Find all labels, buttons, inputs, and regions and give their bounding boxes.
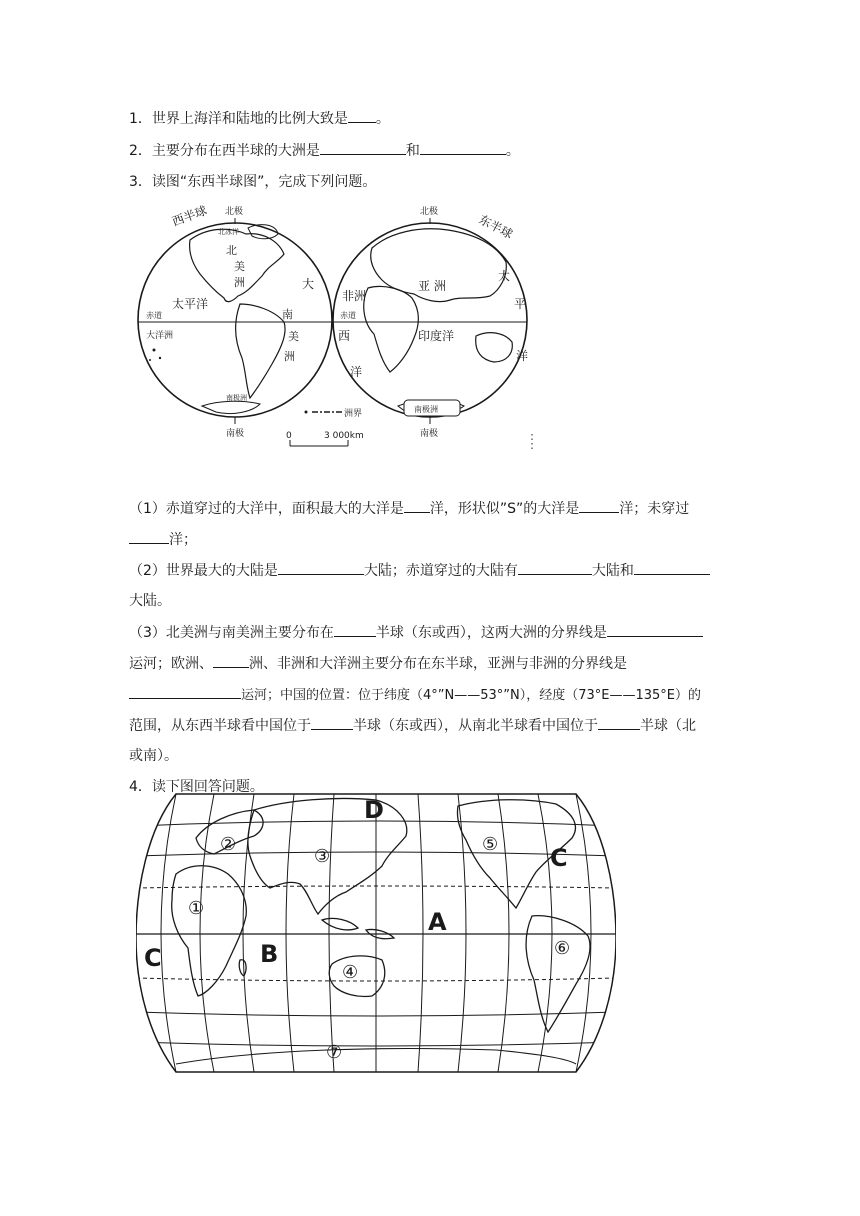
equator-label-east: 赤道: [340, 311, 356, 320]
marker-3: ③: [314, 846, 331, 867]
question-3-1-text-b: 洋，形状似”S”的大洋是: [429, 501, 580, 517]
marker-1: ①: [188, 898, 205, 919]
map-label-a: A: [428, 908, 447, 936]
south-pole-label-west: 南极: [226, 429, 245, 439]
question-2-text: 2．主要分布在西半球的大洲是: [129, 143, 320, 159]
answer-blank[interactable]: [518, 560, 592, 575]
marker-4: ④: [342, 962, 359, 983]
answer-blank[interactable]: [598, 715, 640, 730]
answer-blank[interactable]: [607, 622, 703, 637]
atlantic-char-3: 洋: [350, 365, 363, 379]
question-3-3-text-a: （3）北美洲与南美洲主要分布在: [129, 625, 334, 641]
atlantic-char-2: 西: [338, 329, 351, 343]
question-3-2-line-1: [129, 560, 710, 581]
question-1-text: 1．世界上海洋和陆地的比例大致是: [129, 111, 348, 127]
oceania-label-west: 大洋洲: [146, 331, 174, 341]
question-3-text: 3．读图“东西半球图”，完成下列问题。: [129, 174, 377, 190]
question-2-mid: 和: [405, 143, 420, 159]
map-label-c-right: C: [550, 844, 568, 872]
question-1-end: 。: [375, 111, 390, 127]
answer-blank[interactable]: [634, 560, 710, 575]
question-3-1-line-2: [129, 529, 197, 550]
africa-label: 非洲: [342, 289, 367, 303]
south-america-char-1: 南: [282, 308, 293, 321]
south-america-char-2: 美: [288, 330, 299, 343]
question-3-1-text-c: 洋；未穿过: [619, 501, 690, 517]
question-3-2-text-b: 大陆；赤道穿过的大陆有: [363, 563, 518, 579]
antarctica-label-east: 南极洲: [414, 405, 438, 414]
north-pole-label-east: 北极: [420, 207, 439, 217]
question-3-3-text-e: 运河；中国的位置：位于纬度（4°”N——53°”N），经度（73°E——135°E）的: [241, 688, 702, 703]
question-3-3-line-4: [129, 715, 696, 736]
question-3-2-text-c: 大陆和: [591, 563, 634, 579]
question-3-1-line-1: [129, 498, 689, 519]
answer-blank[interactable]: [278, 560, 364, 575]
question-1: [129, 108, 390, 129]
question-3-1-text-d: 洋；: [169, 532, 197, 548]
question-3-3-line-1: [129, 622, 703, 643]
question-3-3-text-b: 半球（东或西），这两大洲的分界线是: [375, 625, 607, 641]
answer-blank[interactable]: [320, 140, 406, 155]
question-3-3-text-h: 半球（北: [640, 718, 696, 734]
south-america-char-3: 洲: [284, 350, 295, 363]
south-pole-label-east: 南极: [420, 429, 439, 439]
equator-label-west: 赤道: [146, 311, 162, 320]
question-3-1-text-a: （1）赤道穿过的大洋中，面积最大的大洋是: [129, 501, 404, 517]
world-map: [136, 788, 616, 1076]
south-america-shape: [236, 304, 286, 398]
scale-distance-label: 3 000km: [324, 431, 364, 441]
legend-boundary-label: 洲界: [344, 409, 363, 419]
arctic-ocean-label: 北冰洋: [218, 228, 239, 236]
question-3-3-text-d: 洲、非洲和大洋洲主要分布在东半球，亚洲与非洲的分界线是: [249, 656, 627, 672]
question-3-3-text-i: 或南）。: [129, 748, 178, 764]
question-3-3-text-c: 运河；欧洲、: [129, 656, 213, 672]
answer-blank[interactable]: [579, 498, 619, 513]
hemispheres-map: [128, 200, 548, 456]
north-america-char-1: 北: [226, 244, 237, 257]
map-label-b: B: [260, 940, 279, 968]
marker-2: ②: [220, 834, 237, 855]
marker-6: ⑥: [554, 938, 571, 959]
pacific-char-2: 平: [514, 297, 527, 311]
pacific-char-1: 太: [498, 269, 511, 283]
west-hemisphere-title: 西半球: [170, 203, 209, 229]
question-3-3-line-5: [129, 746, 178, 766]
question-3-3-line-3: [129, 684, 701, 706]
answer-blank[interactable]: [404, 498, 430, 513]
map-label-c-left: C: [144, 944, 162, 972]
map-label-d: D: [364, 796, 384, 824]
question-2: [129, 140, 520, 161]
question-3-2-text-d: 大陆。: [129, 593, 171, 609]
answer-blank[interactable]: [420, 140, 506, 155]
north-america-char-2: 美: [234, 260, 245, 273]
answer-blank[interactable]: [348, 108, 376, 123]
pacific-ocean-label-west: 太平洋: [172, 297, 209, 311]
marker-7: ⑦: [326, 1042, 343, 1063]
answer-blank[interactable]: [129, 684, 241, 699]
boundary-legend: [305, 411, 343, 414]
africa-shape: [364, 286, 419, 372]
question-3-2-text-a: （2）世界最大的大陆是: [129, 563, 278, 579]
question-3-3-line-2: [129, 653, 627, 674]
answer-blank[interactable]: [213, 653, 249, 668]
east-hemisphere-title: 东半球: [476, 212, 515, 242]
atlantic-char-1: 大: [302, 277, 315, 291]
answer-blank[interactable]: [334, 622, 376, 637]
antarctica-west-shape: [202, 401, 260, 413]
question-3: [129, 172, 376, 192]
antarctica-label-west: 南极洲: [226, 394, 247, 402]
question-3-2-line-2: [129, 591, 171, 611]
scale-zero-label: 0: [286, 431, 292, 441]
marker-5: ⑤: [482, 834, 499, 855]
answer-blank[interactable]: [129, 529, 169, 544]
question-2-end: 。: [505, 143, 520, 159]
question-3-3-text-g: 半球（东或西），从南北半球看中国位于: [353, 718, 598, 734]
africa-shape: [172, 866, 247, 996]
asia-label: 亚 洲: [418, 279, 446, 293]
north-america-char-3: 洲: [234, 276, 245, 289]
australia-shape: [476, 333, 513, 362]
answer-blank[interactable]: [311, 715, 353, 730]
question-3-3-text-f: 范围，从东西半球看中国位于: [129, 718, 311, 734]
question-4-text: 4．读下图回答问题。: [129, 779, 264, 795]
indian-ocean-label: 印度洋: [418, 329, 455, 343]
pacific-char-3: 洋: [516, 349, 529, 363]
north-pole-label-west: 北极: [225, 207, 244, 217]
